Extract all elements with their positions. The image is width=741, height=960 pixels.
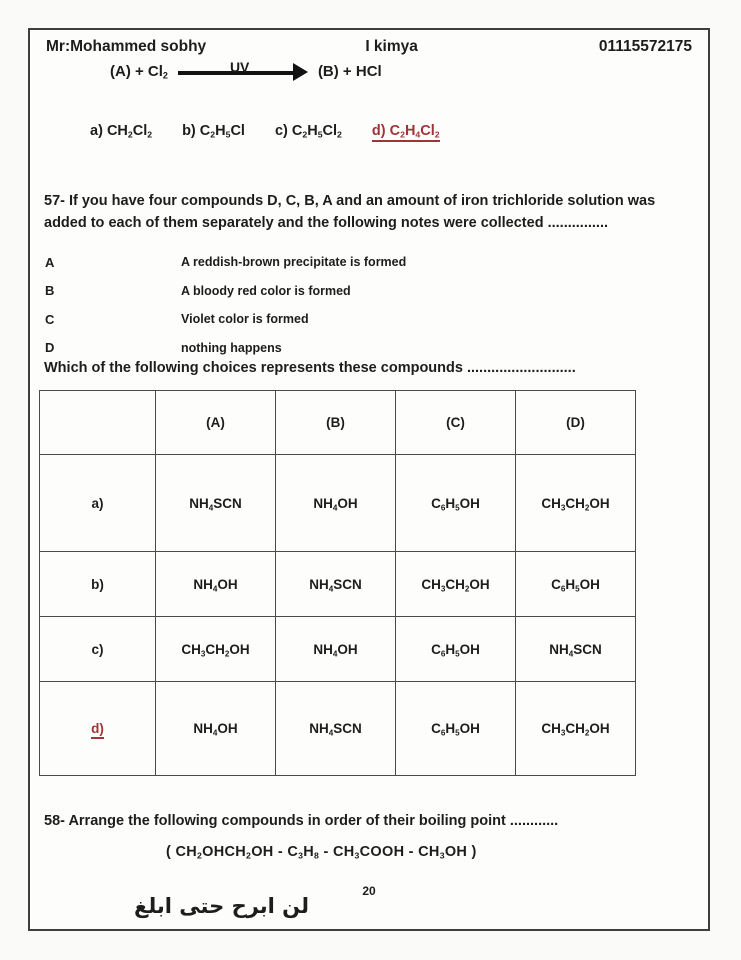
table-cell (156, 682, 276, 776)
choice-formula: $CH_2Cl_2$ (106, 123, 153, 140)
reaction-equation (110, 61, 382, 81)
reaction-arrow-icon (178, 61, 308, 81)
cell-formula: $NH_4SCN$ (309, 721, 362, 738)
teacher-name: Mr:Mohammed sobhy (46, 38, 207, 55)
page-header (46, 38, 692, 56)
table-header-cell: (A) (156, 391, 276, 455)
question-58-text: 58- Arrange the following compounds in order of their boiling point ............ (44, 813, 559, 829)
table-cell (276, 682, 396, 776)
question-57-prompt: Which of the following choices represents these compounds ........................... (44, 360, 576, 376)
row-label: c) (91, 641, 104, 657)
observation-letter: A (45, 254, 55, 270)
subject-title: I kimya (365, 38, 418, 55)
table-cell (516, 455, 636, 552)
table-cell (516, 617, 636, 682)
observation-note: A bloody red color is formed (181, 283, 351, 298)
exam-page (28, 28, 710, 931)
observation-letter: B (45, 283, 55, 299)
cell-formula: $NH_4SCN$ (549, 641, 602, 658)
observation-note: A reddish-brown precipitate is formed (181, 255, 407, 270)
row-label-cell (40, 552, 156, 617)
observation-row (45, 248, 665, 277)
question-57-text: 57- If you have four compounds D, C, B, A and an amount of iron trichloride solution was added to each of them separately and the following notes were collected ............... (44, 193, 656, 232)
q57-observations (45, 248, 665, 362)
table-cell (396, 617, 516, 682)
arrow-head-icon (293, 63, 308, 81)
reaction-rhs: (B) + HCl (317, 62, 382, 80)
table-header-cell: (B) (276, 391, 396, 455)
table-cell (276, 617, 396, 682)
row-label-cell (40, 617, 156, 682)
choice-label: a) (90, 123, 103, 139)
table-cell (516, 552, 636, 617)
observation-row (45, 305, 665, 334)
table-cell (396, 682, 516, 776)
choice-formula: $C_2H_5Cl_2$ (291, 123, 342, 140)
table-header-cell: (D) (516, 391, 636, 455)
row-label: b) (91, 576, 104, 592)
observation-letter: D (45, 340, 55, 356)
reaction-lhs: $(A) + Cl_2$ (110, 62, 168, 81)
observation-row (45, 334, 665, 363)
cell-formula: $CH_3CH_2OH$ (421, 576, 490, 593)
table-cell (516, 682, 636, 776)
cell-formula: $NH_4OH$ (193, 721, 238, 738)
table-cell (156, 617, 276, 682)
table-header-row (40, 391, 636, 455)
choice-c (275, 123, 342, 142)
reaction-condition: UV (229, 59, 250, 75)
cell-formula: $NH_4OH$ (313, 495, 358, 512)
page-number: 20 (362, 884, 376, 898)
cell-formula: $NH_4OH$ (193, 576, 238, 593)
table-header-cell: (C) (396, 391, 516, 455)
row-label: d) (91, 721, 104, 739)
q57-answer-table (39, 390, 636, 776)
q56-choices (90, 123, 440, 142)
table-cell (276, 552, 396, 617)
cell-formula: $CH_3CH_2OH$ (181, 641, 250, 658)
table-cell (156, 455, 276, 552)
table-cell (396, 455, 516, 552)
choice-a (90, 123, 152, 142)
observation-note: nothing happens (181, 340, 282, 355)
observation-note: Violet color is formed (181, 312, 309, 327)
table-cell (396, 552, 516, 617)
table-row-a (40, 455, 636, 552)
table-cell (156, 552, 276, 617)
cell-formula: $NH_4SCN$ (309, 576, 362, 593)
table-row-b (40, 552, 636, 617)
table-row-d-correct-answer (40, 682, 636, 776)
choice-label: b) (182, 123, 196, 139)
choice-label: c) (274, 123, 288, 139)
cell-formula: $CH_3CH_2OH$ (541, 721, 610, 738)
table-row-c (40, 617, 636, 682)
cell-formula: $CH_3CH_2OH$ (541, 495, 610, 512)
choice-formula: $C_2H_4Cl_2$ (389, 123, 440, 140)
choice-label: d) (371, 123, 386, 139)
cell-formula: $C_6H_5OH$ (431, 495, 480, 512)
cell-formula: $NH_4OH$ (313, 641, 358, 658)
row-label-cell (40, 682, 156, 776)
row-label: a) (91, 495, 104, 511)
choice-formula: $C_2H_5Cl$ (199, 123, 245, 140)
cell-formula: $C_6H_5OH$ (431, 641, 480, 658)
observation-letter: C (45, 311, 55, 327)
table-corner-cell (40, 391, 156, 455)
question-58-compound-list: ( $CH_2OHCH_2OH - C_3H_8$ - $CH_3COOH - CH_3OH$ ) (166, 844, 477, 861)
cell-formula: $NH_4SCN$ (189, 495, 242, 512)
cell-formula: $C_6H_5OH$ (551, 576, 600, 593)
table-cell (276, 455, 396, 552)
phone-number: 01115572175 (598, 38, 692, 55)
observation-row (45, 277, 665, 306)
choice-d-correct-answer (372, 123, 440, 142)
arabic-motto: لن ابرح حتى ابلغ (134, 894, 309, 918)
row-label-cell (40, 455, 156, 552)
cell-formula: $C_6H_5OH$ (431, 721, 480, 738)
choice-b (182, 123, 245, 142)
